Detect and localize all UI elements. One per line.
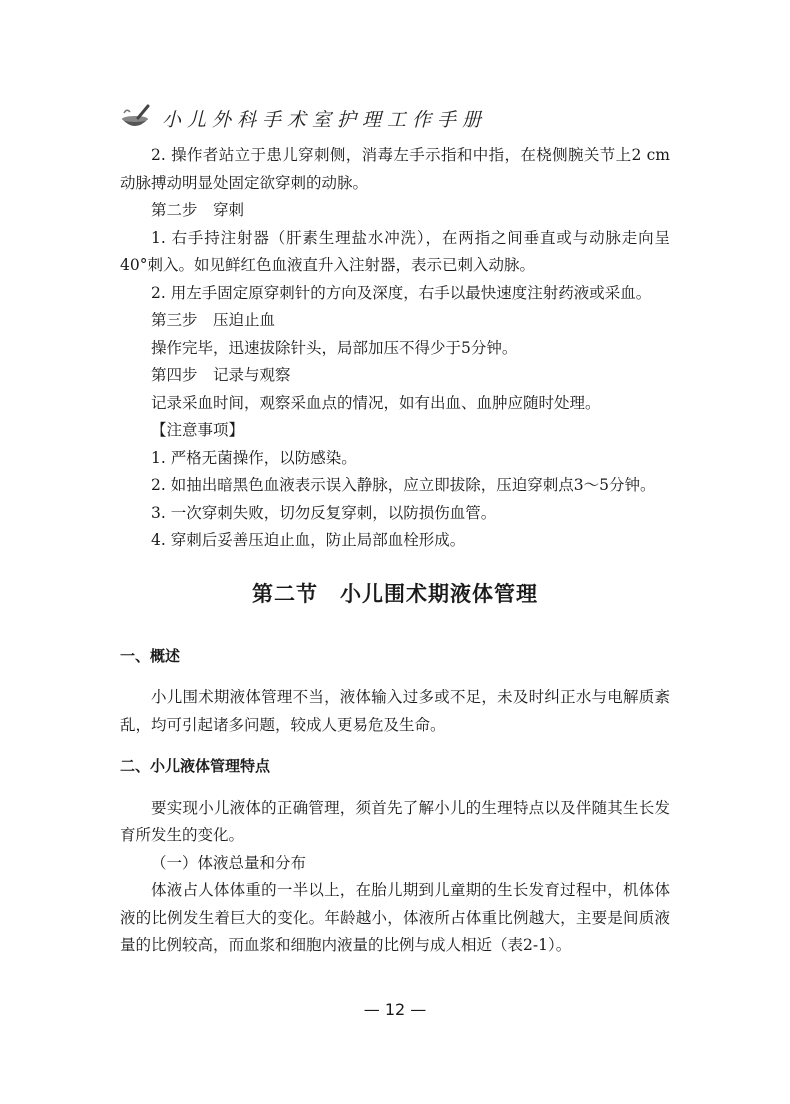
notes-heading: 【注意事项】 [151, 421, 245, 439]
note-item: 4. 穿刺后妥善压迫止血，防止局部血栓形成。 [151, 531, 466, 549]
paragraph: 1. 右手持注射器（肝素生理盐水冲洗），在两指之间垂直或与动脉走向呈40°刺入。如见鲜红色血液直升入注射器，表示已刺入动脉。 [120, 228, 670, 274]
paragraph: 体液占人体体重的一半以上，在胎儿期到儿童期的生长发育过程中，机体体液的比例发生着巨大的变化。年龄越小，体液所占体重比例越大，主要是间质液量的比例较高，而血浆和细胞内液量的比例与成人相近（表2-1）。 [120, 881, 670, 954]
sub-heading: （一）体液总量和分布 [151, 853, 307, 872]
paragraph: 记录采血时间，观察采血点的情况，如有出血、血肿应随时处理。 [151, 393, 601, 412]
note-item: 3. 一次穿刺失败，切勿反复穿刺，以防损伤血管。 [151, 503, 497, 522]
paragraph: 操作完毕，迅速拔除针头，局部加压不得少于5分钟。 [151, 338, 518, 357]
mortar-pestle-icon [118, 103, 152, 133]
paragraph: 2. 操作者站立于患儿穿刺侧，消毒左手示指和中指，在桡侧腕关节上2 cm动脉搏动明显处固定欲穿刺的动脉。 [120, 146, 670, 192]
paragraph: 2. 用左手固定原穿刺针的方向及深度，右手以最快速度注射药液或采血。 [151, 283, 652, 302]
page-body [120, 142, 670, 960]
header-title: 小儿外科手术室护理工作手册 [162, 108, 488, 131]
subsection-heading: 二、小儿液体管理特点 [120, 757, 271, 775]
page-number: — 12 — [363, 1000, 427, 1019]
step-heading: 第四步 记录与观察 [151, 366, 291, 384]
note-item: 2. 如抽出暗黑色血液表示误入静脉，应立即拔除，压迫穿刺点3～5分钟。 [151, 476, 656, 494]
paragraph: 要实现小儿液体的正确管理，须首先了解小儿的生理特点以及伴随其生长发育所发生的变化。 [120, 798, 670, 844]
subsection-heading: 一、概述 [120, 646, 181, 665]
step-heading: 第二步 穿刺 [151, 201, 245, 219]
section-title: 第二节 小儿围术期液体管理 [252, 581, 538, 606]
paragraph: 小儿围术期液体管理不当，液体输入过多或不足，未及时纠正水与电解质紊乱，均可引起诸多问题，较成人更易危及生命。 [120, 688, 670, 734]
step-heading: 第三步 压迫止血 [151, 311, 276, 329]
note-item: 1. 严格无菌操作，以防感染。 [151, 448, 357, 467]
running-header [118, 100, 487, 136]
